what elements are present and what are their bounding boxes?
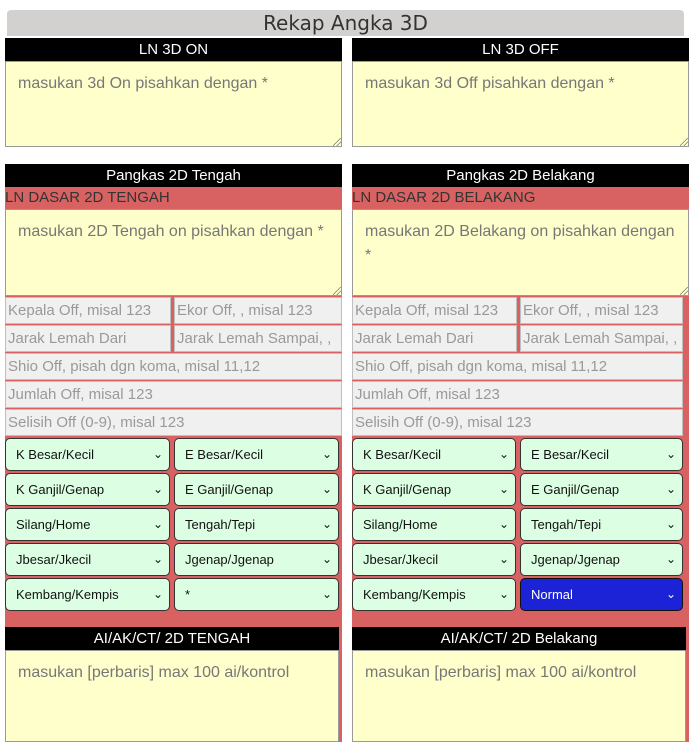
chevron-down-icon: ⌄: [321, 517, 332, 531]
e-besar-kecil-select[interactable]: [174, 438, 339, 471]
select-value: Tengah/Tepi: [185, 517, 256, 532]
mode-select[interactable]: [174, 578, 339, 611]
chevron-down-icon: ⌄: [665, 517, 676, 531]
tengah-tepi-select[interactable]: [174, 508, 339, 541]
select-value: Jbesar/Jkecil: [363, 552, 439, 567]
ln3d-off-header: LN 3D OFF: [352, 38, 689, 61]
ln-dasar-2d-tengah-section: [5, 187, 342, 627]
tengah-tepi-select[interactable]: [520, 508, 683, 541]
jarak-lemah-dari-input[interactable]: [352, 325, 517, 352]
select-value: Kembang/Kempis: [16, 587, 119, 602]
chevron-down-icon: ⌄: [152, 552, 163, 566]
selisih-off-input[interactable]: [5, 409, 342, 436]
select-value: E Ganjil/Genap: [185, 482, 274, 497]
ln-2d-tengah-textarea[interactable]: [5, 209, 342, 296]
select-value: Tengah/Tepi: [531, 517, 602, 532]
jarak-lemah-sampai-input[interactable]: [174, 325, 342, 352]
chevron-down-icon: ⌄: [498, 587, 509, 601]
select-value: Normal: [531, 587, 573, 602]
e-ganjil-genap-select[interactable]: [174, 473, 339, 506]
chevron-down-icon: ⌄: [152, 587, 163, 601]
silang-home-select[interactable]: [352, 508, 516, 541]
chevron-down-icon: ⌄: [321, 482, 332, 496]
select-value: K Ganjil/Genap: [16, 482, 105, 497]
k-ganjil-genap-select[interactable]: [352, 473, 516, 506]
e-ganjil-genap-select[interactable]: [520, 473, 683, 506]
ai-2d-belakang-header: AI/AK/CT/ 2D Belakang: [352, 627, 686, 650]
k-besar-kecil-select[interactable]: [352, 438, 516, 471]
ln3d-off-textarea[interactable]: [352, 61, 689, 147]
ai-2d-belakang-textarea[interactable]: [352, 650, 686, 742]
jarak-lemah-sampai-input[interactable]: [520, 325, 683, 352]
k-besar-kecil-select[interactable]: [5, 438, 170, 471]
mode-select[interactable]: [520, 578, 683, 611]
pangkas-2d-tengah-panel: [5, 164, 342, 742]
kembang-kempis-select[interactable]: [5, 578, 170, 611]
chevron-down-icon: ⌄: [498, 482, 509, 496]
ln-2d-belakang-textarea[interactable]: [352, 209, 689, 296]
resize-grip-icon[interactable]: [680, 287, 688, 295]
select-value: K Besar/Kecil: [363, 447, 442, 462]
kembang-kempis-select[interactable]: [352, 578, 516, 611]
select-value: Jbesar/Jkecil: [16, 552, 92, 567]
pangkas-2d-tengah-header: Pangkas 2D Tengah: [5, 164, 342, 187]
ln3d-off-panel: [352, 38, 689, 61]
select-value: Kembang/Kempis: [363, 587, 466, 602]
chevron-down-icon: ⌄: [665, 552, 676, 566]
select-value: Jgenap/Jgenap: [531, 552, 620, 567]
jarak-lemah-dari-input[interactable]: [5, 325, 171, 352]
chevron-down-icon: ⌄: [152, 482, 163, 496]
k-ganjil-genap-select[interactable]: [5, 473, 170, 506]
chevron-down-icon: ⌄: [152, 517, 163, 531]
e-besar-kecil-select[interactable]: [520, 438, 683, 471]
silang-home-select[interactable]: [5, 508, 170, 541]
jumlah-off-input[interactable]: [352, 381, 683, 408]
resize-grip-icon[interactable]: [680, 138, 688, 146]
select-value: Jgenap/Jgenap: [185, 552, 274, 567]
ln3d-on-header: LN 3D ON: [5, 38, 342, 61]
select-value: K Besar/Kecil: [16, 447, 95, 462]
ai-2d-tengah-textarea[interactable]: [5, 650, 339, 742]
chevron-down-icon: ⌄: [665, 482, 676, 496]
kepala-off-input[interactable]: [5, 297, 171, 324]
chevron-down-icon: ⌄: [665, 447, 676, 461]
shio-off-input[interactable]: [352, 353, 683, 380]
shio-off-input[interactable]: [5, 353, 342, 380]
pangkas-2d-belakang-header: Pangkas 2D Belakang: [352, 164, 689, 187]
ai-belakang-section: [352, 627, 689, 742]
jbesar-jkecil-select[interactable]: [5, 543, 170, 576]
ln-dasar-2d-belakang-label: LN DASAR 2D BELAKANG: [352, 189, 536, 206]
select-value: Silang/Home: [363, 517, 438, 532]
chevron-down-icon: ⌄: [321, 587, 332, 601]
kepala-off-input[interactable]: [352, 297, 517, 324]
page-title: Rekap Angka 3D: [7, 10, 684, 36]
ln-dasar-2d-belakang-section: [352, 187, 689, 627]
ekor-off-input[interactable]: [174, 297, 342, 324]
jgenap-jgenap-select[interactable]: [174, 543, 339, 576]
chevron-down-icon: ⌄: [498, 447, 509, 461]
ai-2d-tengah-header: AI/AK/CT/ 2D TENGAH: [5, 627, 339, 650]
select-value: E Besar/Kecil: [185, 447, 264, 462]
chevron-down-icon: ⌄: [498, 552, 509, 566]
select-value: E Besar/Kecil: [531, 447, 610, 462]
select-value: K Ganjil/Genap: [363, 482, 452, 497]
chevron-down-icon: ⌄: [321, 552, 332, 566]
chevron-down-icon: ⌄: [665, 587, 676, 601]
resize-grip-icon[interactable]: [333, 138, 341, 146]
ln3d-on-textarea[interactable]: [5, 61, 342, 147]
pangkas-2d-belakang-panel: [352, 164, 689, 742]
ekor-off-input[interactable]: [520, 297, 683, 324]
resize-grip-icon[interactable]: [333, 287, 341, 295]
jbesar-jkecil-select[interactable]: [352, 543, 516, 576]
select-value: E Ganjil/Genap: [531, 482, 620, 497]
ln3d-on-panel: [5, 38, 342, 61]
ln-dasar-2d-tengah-label: LN DASAR 2D TENGAH: [5, 189, 170, 206]
select-value: Silang/Home: [16, 517, 91, 532]
chevron-down-icon: ⌄: [498, 517, 509, 531]
ai-tengah-section: [5, 627, 342, 742]
selisih-off-input[interactable]: [352, 409, 683, 436]
jumlah-off-input[interactable]: [5, 381, 342, 408]
chevron-down-icon: ⌄: [321, 447, 332, 461]
select-value: *: [185, 587, 191, 602]
chevron-down-icon: ⌄: [152, 447, 163, 461]
jgenap-jgenap-select[interactable]: [520, 543, 683, 576]
